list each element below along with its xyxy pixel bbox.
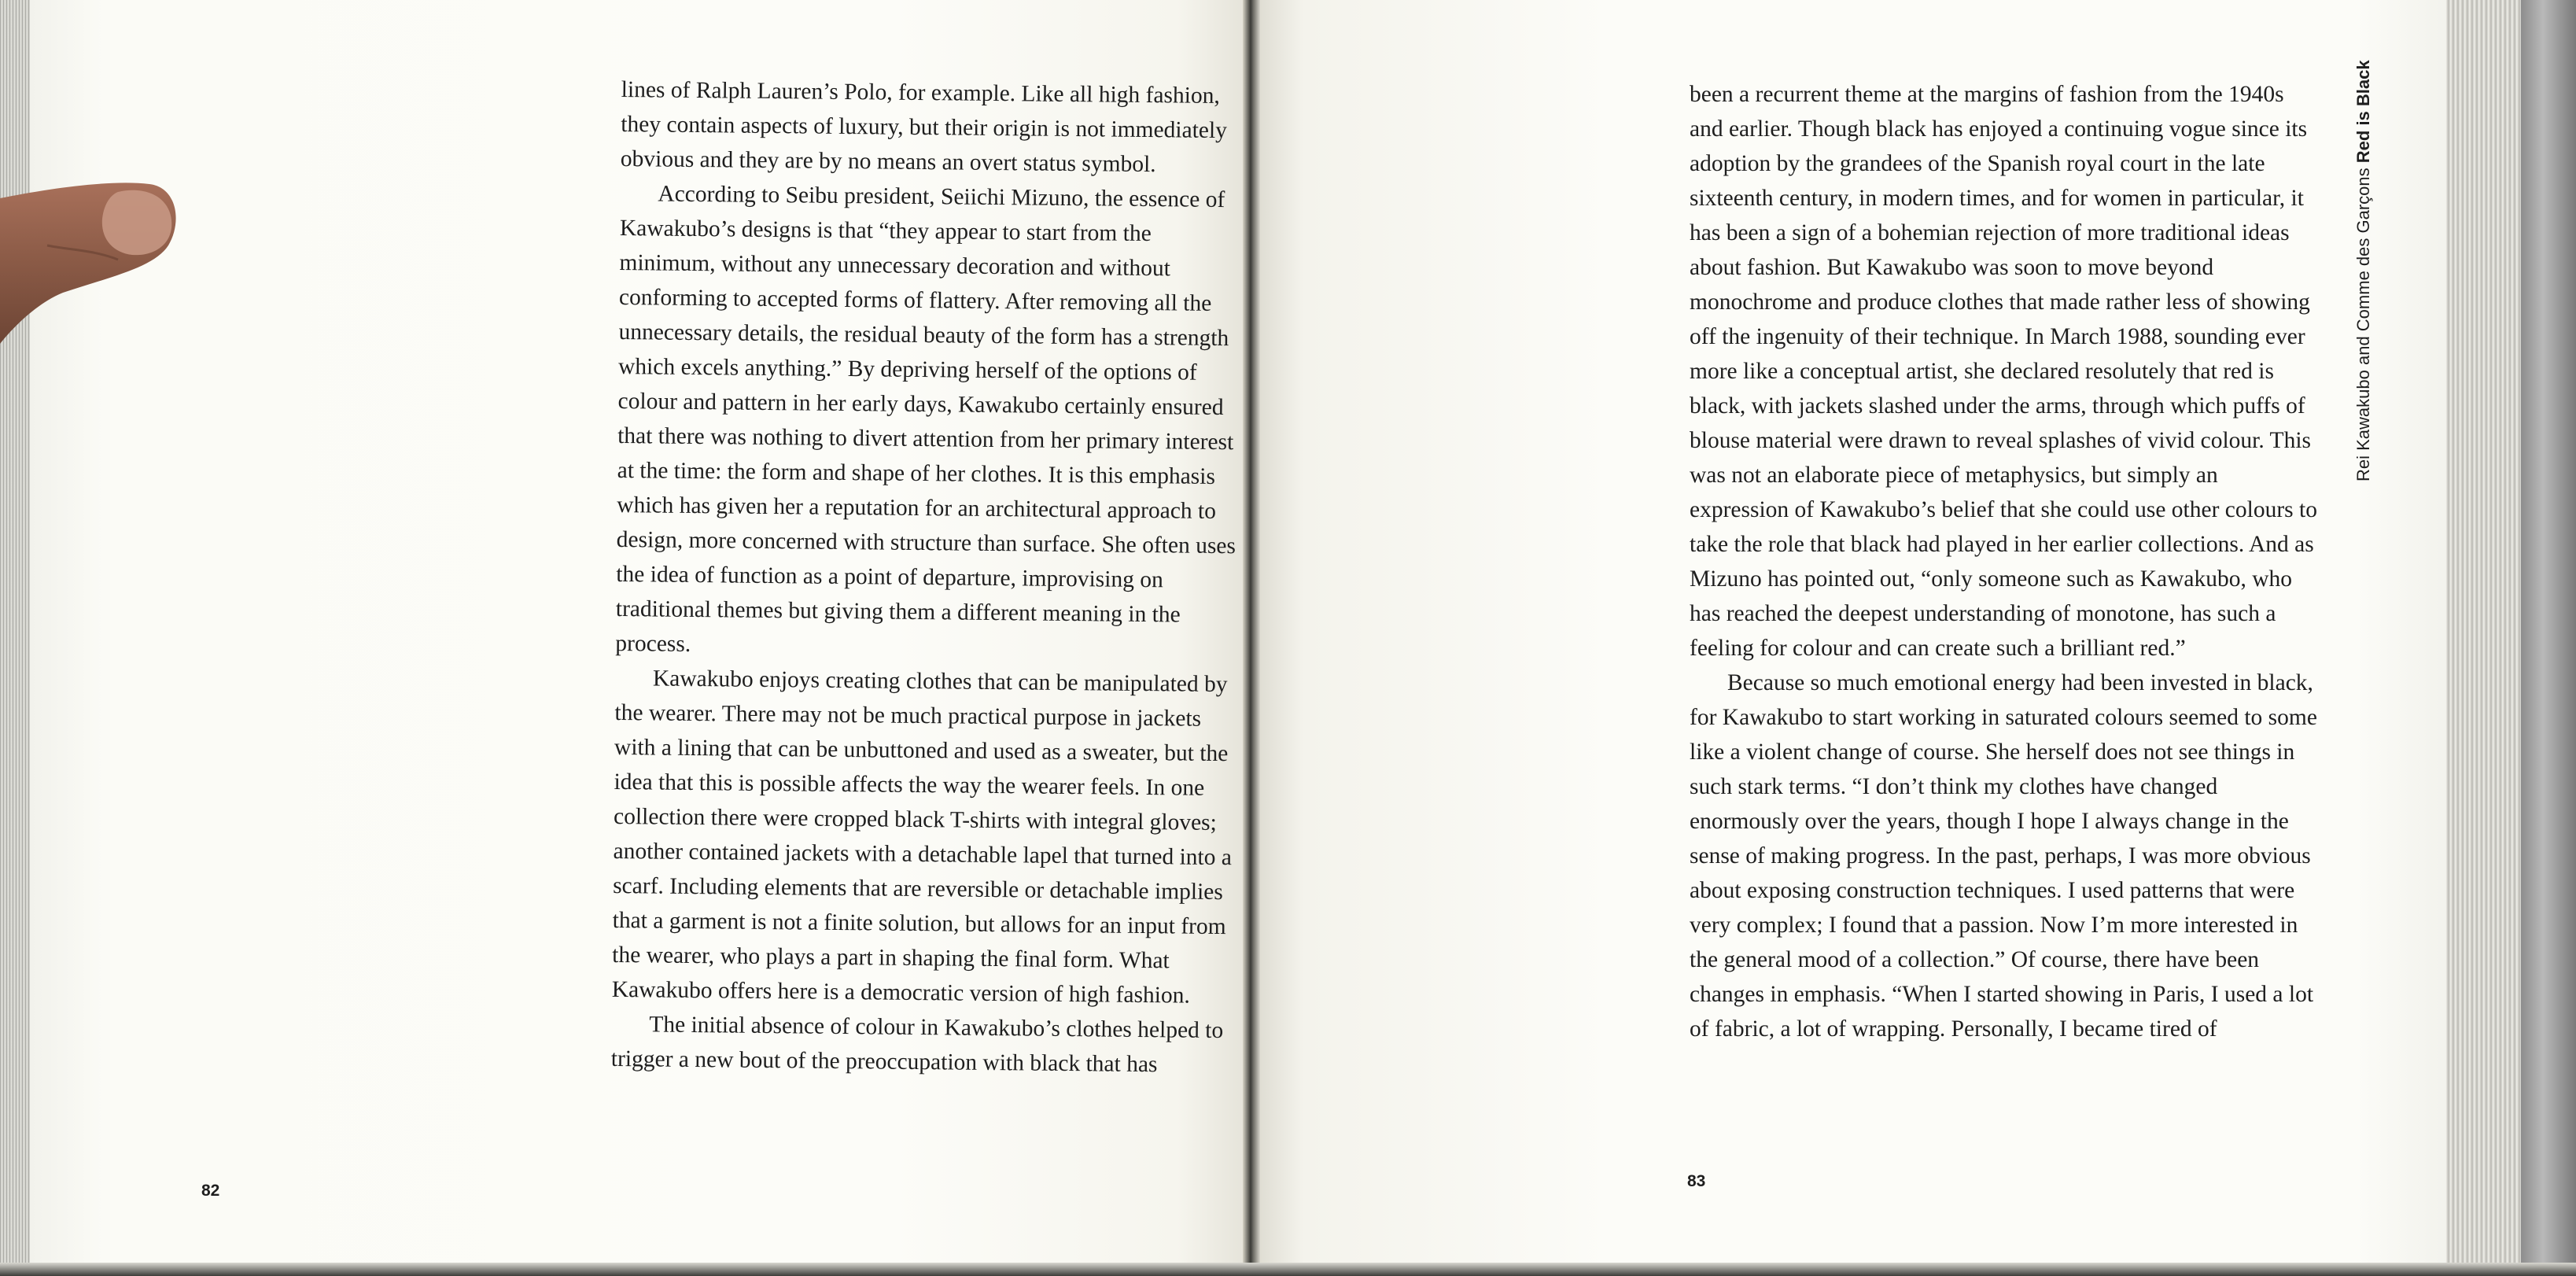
paragraph: been a recurrent theme at the margins of fashion from the 1940s and earlier. Though black has enjoyed a continuing vogue since its adoption by the grandees of the Spanish royal court in the late sixteenth century, in modern times, and for women in particular, it has been a sign of a bohemian rejection of more traditional ideas about fashion. But Kawakubo was soon to move beyond monochrome and produce clothes that made rather less of showing off the ingenuity of their technique. In March 1988, sounding ever more like a conceptual artist, she declared resolutely that red is black, with jackets slashed under the arms, through which puffs of blouse material were drawn to reveal splashes of vivid colour. This was not an elaborate piece of metaphysics, but simply an expression of Kawakubo’s belief that she could use other colours to take the role that black had played in her earlier collections. And as Mizuno has pointed out, “only someone such as Kawakubo, who has reached the deepest understanding of monotone, has such a feeling for colour and can create such a brilliant red.”	[1690, 82, 2317, 661]
paragraph: lines of Ralph Lauren’s Polo, for example. Like all high fashion, they contain aspects of luxury, but their origin is not immediately obvious and they are by no means an overt status symbol.	[620, 76, 1228, 178]
paragraph: According to Seibu president, Seiichi Mizuno, the essence of Kawakubo’s designs is that “they appear to start from the minimum, without any unnecessary decoration and without conforming to accepted forms of flattery. After removing all the unnecessary details, the residual beauty of the form has a strength which excels anything.” By depriving herself of the options of colour and pattern in her early days, Kawakubo certainly ensured that there was nothing to divert attention from her primary interest at the time: the form and shape of her clothes. It is this emphasis which has given her a reputation for an architectural approach to design, more concerned with structure than surface. She often uses the idea of function as a point of departure, improvising on traditional themes but giving them a different meaning in the process.	[615, 181, 1236, 657]
paragraph: Kawakubo enjoys creating clothes that can be manipulated by the wearer. There may not be much practical purpose in jackets with a lining that can be unbuttoned and used as a sweater, but the idea that this is possible affects the way the wearer feels. In one collection there were cropped black T-shirts with integral gloves; another contained jackets with a detachable lapel that turned into a scarf. Including elements that are reversible or detachable implies that a garment is not a finite solution, but allows for an input from the wearer, who plays a part in shaping the final form. What Kawakubo offers here is a democratic version of high fashion.	[611, 666, 1233, 1009]
left-page-body	[611, 72, 1243, 1082]
bottom-edge	[0, 1263, 2576, 1276]
book-cover-edge	[2521, 0, 2576, 1276]
paragraph: Because so much emotional energy had been invested in black, for Kawakubo to start working in saturated colours seemed to some like a violent change of course. She herself does not see things in such stark terms. “I don’t think my clothes have changed enormously over the years, though I hope I always change in the sense of making progress. In the past, perhaps, I was more obvious about exposing construction techniques. I used patterns that were very complex; I found that a passion. Now I’m more interested in the general mood of a collection.” Of course, there have been changes in emphasis. “When I started showing in Paris, I used a lot of fabric, a lot of wrapping. Personally, I became tired of	[1690, 670, 2317, 1042]
page-number-left: 82	[201, 1182, 220, 1200]
right-page-edges	[2446, 0, 2576, 1276]
paragraph: The initial absence of colour in Kawakubo’s clothes helped to trigger a new bout of the preoccupation with black that has	[610, 1012, 1224, 1078]
running-head	[2353, 60, 2374, 481]
finger-icon	[0, 175, 181, 356]
running-head-chapter: Red is Black	[2353, 60, 2373, 164]
running-head-book: Rei Kawakubo and Comme des Garçons	[2353, 163, 2373, 481]
page-number-right: 83	[1687, 1172, 1706, 1190]
right-page-body	[1690, 77, 2319, 1046]
book-gutter	[1243, 0, 1260, 1263]
